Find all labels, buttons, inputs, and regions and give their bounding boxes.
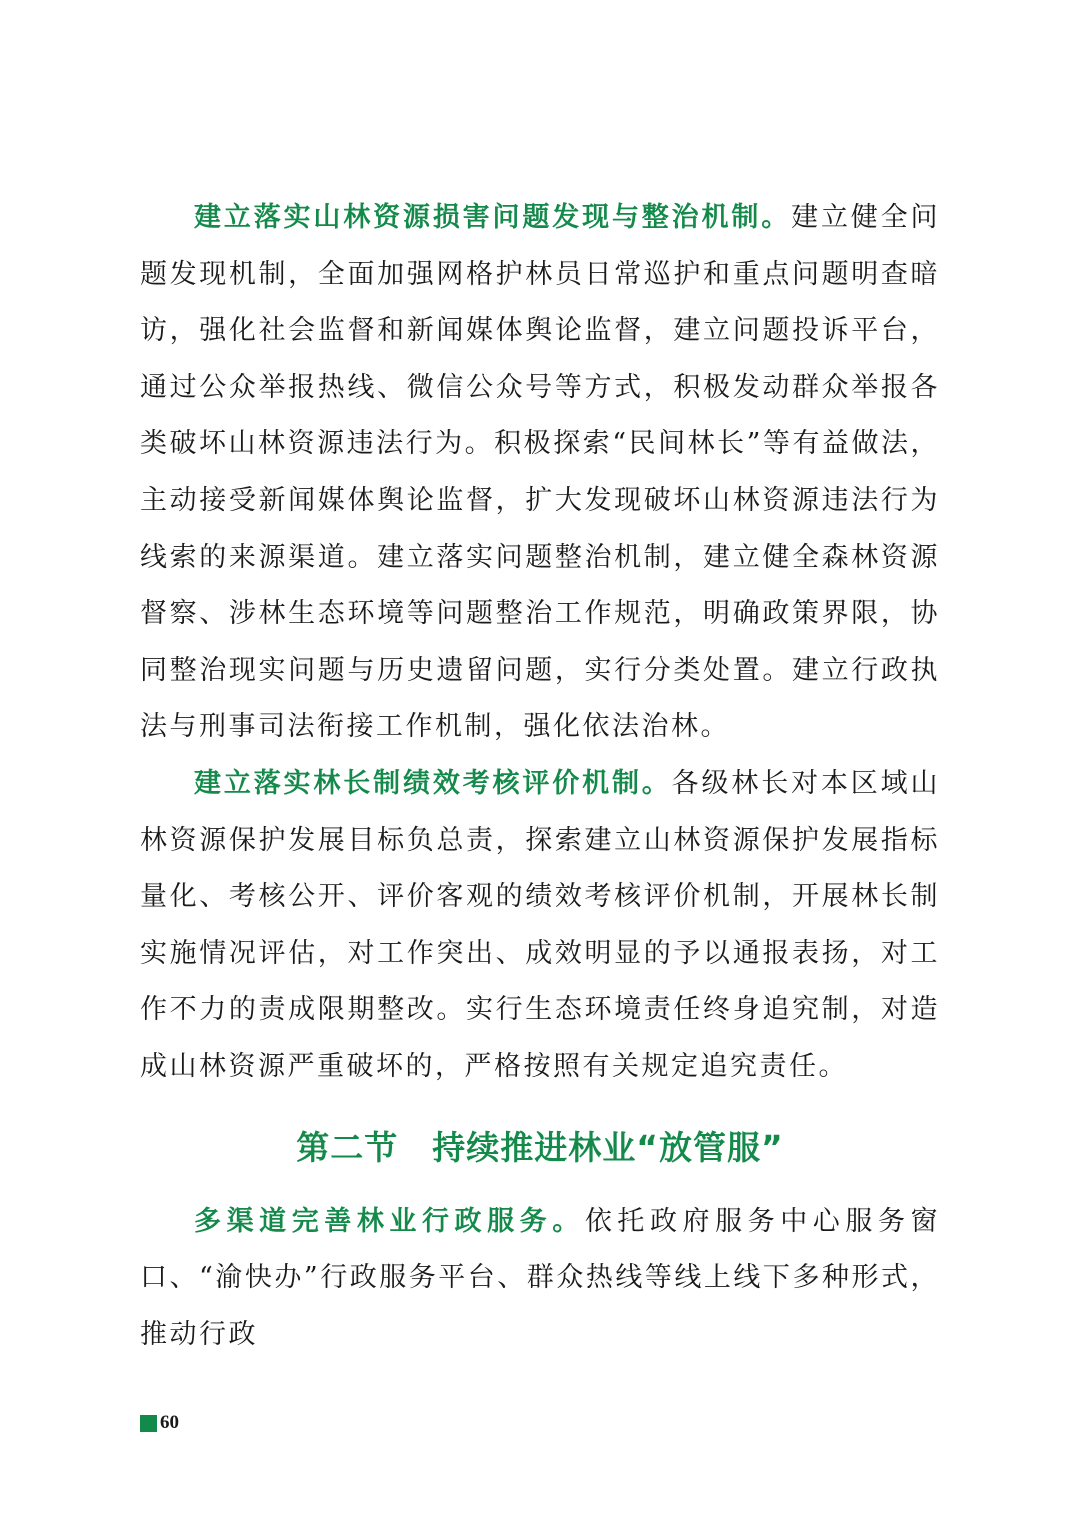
paragraph-lead: 建立落实山林资源损害问题发现与整治机制。 — [194, 202, 792, 233]
section-heading — [140, 1118, 940, 1178]
paragraph-performance-assessment — [140, 756, 940, 1096]
section-number: 第二节 — [296, 1127, 399, 1167]
paragraph-body: 各级林长对本区域山林资源保护发展目标负总责，探索建立山林资源保护发展指标量化、考核公开、评价客观的绩效考核评价机制，开展林长制实施情况评估，对工作突出、成效明显的予以通报表扬，对工作不力的责成限期整改。实行生态环境责任终身追究制，对造成山林资源严重破坏的，严格按照有关规定追究责任。 — [140, 767, 941, 1082]
section-title: 持续推进林业“放管服” — [432, 1127, 784, 1167]
paragraph-body: 依托政府服务中心服务窗口、“渝快办”行政服务平台、群众热线等线上线下多种形式，推动行政 — [140, 1205, 941, 1350]
page-content — [140, 190, 940, 1363]
page-number — [140, 1412, 179, 1434]
paragraph-lead: 多渠道完善林业行政服务。 — [194, 1205, 585, 1237]
paragraph-lead: 建立落实林长制绩效考核评价机制。 — [194, 767, 672, 799]
page-number-text: 60 — [160, 1412, 179, 1433]
paragraph-administrative-service — [140, 1194, 940, 1364]
paragraph-mountain-forest-damage — [140, 190, 940, 756]
paragraph-body: 建立健全问题发现机制，全面加强网格护林员日常巡护和重点问题明查暗访，强化社会监督和新闻媒体舆论监督，建立问题投诉平台，通过公众举报热线、微信公众号等方式，积极发动群众举报各类破坏山林资源违法行为。积极探索“民间林长”等有益做法，主动接受新闻媒体舆论监督，扩大发现破坏山林资源违法行为线索的来源渠道。建立落实问题整治机制，建立健全森林资源督察、涉林生态环境等问题整治工作规范，明确政策界限，协同整治现实问题与历史遗留问题，实行分类处置。建立行政执法与刑事司法衔接工作机制，强化依法治林。 — [140, 202, 941, 743]
page-marker-square-icon — [140, 1415, 157, 1432]
